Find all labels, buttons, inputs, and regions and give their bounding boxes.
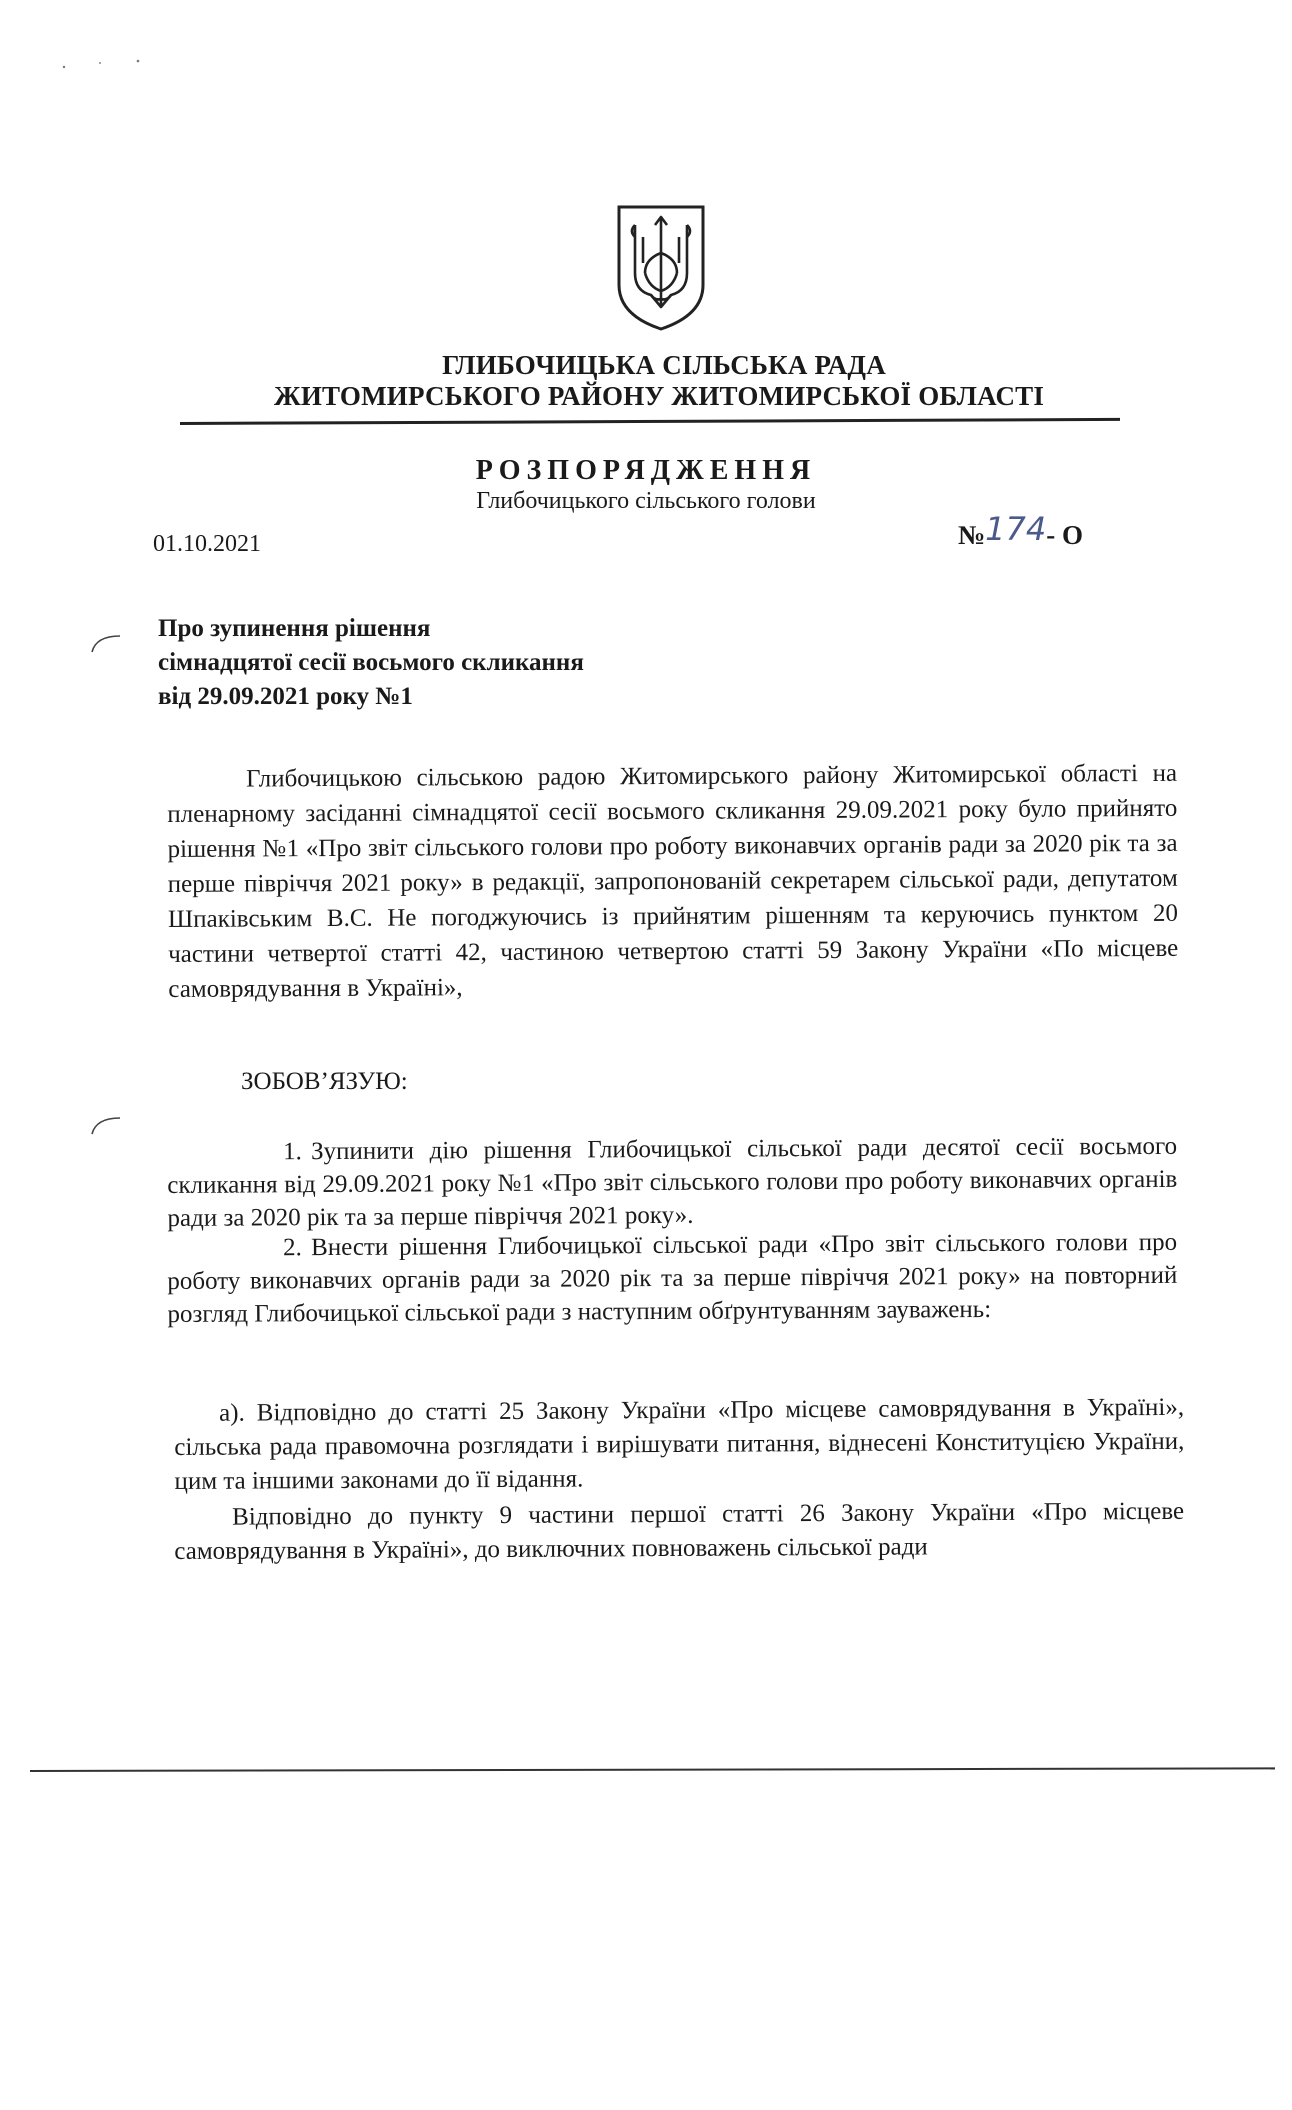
item-text: Зупинити дію рішення Глибочицької сільської ради десятої сесії восьмого скликання від 29.09.2021 року №1 «Про звіт сільського голови про роботу виконавчих органів ради за 2020 рік та за перше півріччя 2021 року». [167, 1132, 1178, 1232]
item-text: Внести рішення Глибочицької сільської ради «Про звіт сільського голови про роботу виконавчих органів ради за 2020 рік та за перше півріччя 2021 року» на повторний розгляд Глибочицької сільської ради з наступним обґрунтуванням зауважень: [167, 1228, 1178, 1328]
hole-punch-mark [90, 1114, 124, 1136]
page-bottom-edge [30, 1767, 1275, 1772]
subject-line: сімнадцятої сесії восьмого скликання [158, 649, 584, 676]
council-district: ЖИТОМИРСЬКОГО РАЙОНУ ЖИТОМИРСЬКОЇ ОБЛАСТІ [273, 381, 1045, 411]
obligation-heading: ЗОБОВ’ЯЗУЮ: [241, 1068, 408, 1095]
preamble-paragraph: Глибочицькою сільською радою Житомирського району Житомирської області на пленарному засіданні сімнадцятої сесії восьмого скликання 29.09.2021 року було прийнято рішення №1 «Про звіт сільського голови про роботу виконавчих органів ради за 2020 рік та за перше півріччя 2021 року» в редакції, запропонованій секретарем сільської ради, депутатом Шпаківським В.С. Не погоджуючись із прийнятим рішенням та керуючись пунктом 20 частини четвертої статті 42, частиною четвертою статті 59 Закону України «По місцеве самоврядування в Україні», [167, 759, 1179, 1003]
document-number [958, 510, 1083, 552]
number-suffix: - О [1046, 520, 1083, 550]
justification-paragraph: а). Відповідно до статті 25 Закону України «Про місцеве самоврядування в Україні», сільська рада правомочна розглядати і вирішувати питання, віднесені Конституцією України, цим та іншими законами до її відання. [174, 1393, 1185, 1495]
document-date: 01.10.2021 [153, 531, 261, 557]
document-type: РОЗПОРЯДЖЕННЯ [475, 455, 817, 486]
handwritten-number: 174 [985, 510, 1047, 548]
number-prefix: № [958, 520, 986, 550]
item-number: 2. [283, 1234, 302, 1262]
justification-paragraph: Відповідно до пункту 9 частини першої статті 26 Закону України «Про місцеве самоврядування в Україні», до виключних повноважень сільської ради [174, 1497, 1185, 1565]
header-divider [180, 418, 1120, 425]
hole-punch-mark [90, 632, 124, 654]
order-item [167, 1226, 1178, 1331]
scan-speck-marks [60, 55, 150, 75]
subject-line: Про зупинення рішення [158, 615, 431, 642]
document-issuer: Глибочицького сільського голови [476, 488, 816, 514]
order-item [167, 1130, 1178, 1235]
subject-line: від 29.09.2021 року №1 [158, 683, 413, 710]
trident-coat-of-arms-icon [615, 203, 707, 333]
document-subject [158, 612, 584, 714]
item-number: 1. [283, 1138, 302, 1166]
council-name: ГЛИБОЧИЦЬКА СІЛЬСЬКА РАДА [442, 350, 886, 380]
